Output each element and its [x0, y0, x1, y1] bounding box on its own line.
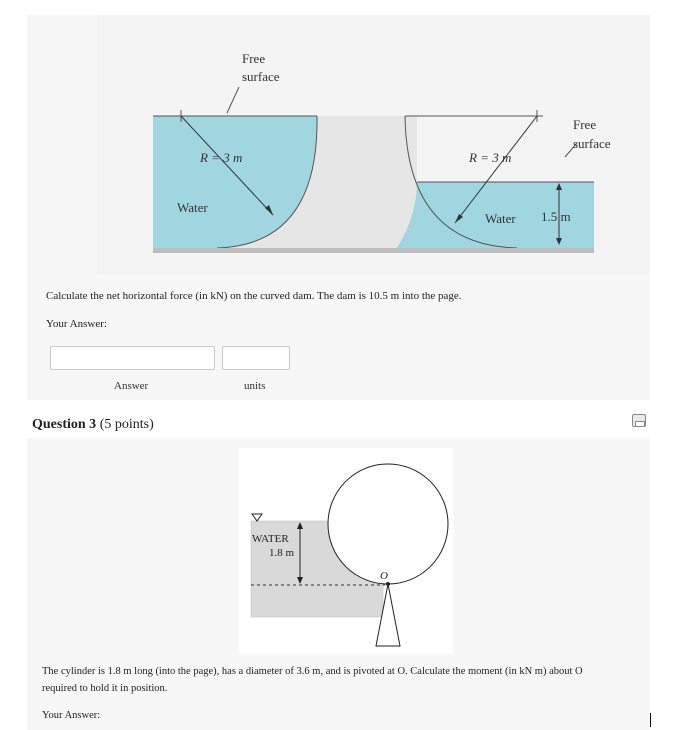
- water-left-label: Water: [177, 200, 208, 215]
- free-surface-right-line2: surface: [573, 136, 611, 151]
- free-surface-left-line1: Free: [242, 51, 266, 66]
- radius-right-label: R = 3 m: [469, 150, 512, 165]
- water-right-label: Water: [485, 211, 516, 226]
- save-icon[interactable]: [632, 414, 646, 427]
- free-surface-left-line2: surface: [242, 69, 280, 84]
- free-surface-right-line1: Free: [573, 117, 597, 132]
- question-3-number: Question 3: [32, 417, 97, 432]
- depth-label: 1.8 m: [269, 547, 295, 559]
- q3-prompt-line1: The cylinder is 1.8 m long (into the page), has a diameter of 3.6 m, and is pivoted at O. Calculate the moment (in kN m) about O: [42, 666, 583, 677]
- pivoted-cylinder-figure: [239, 448, 453, 654]
- pivot-label: O: [380, 570, 388, 582]
- answer-input[interactable]: [50, 346, 215, 370]
- q3-prompt-line2: required to hold it in position.: [42, 683, 168, 694]
- q3-your-answer-label: Your Answer:: [42, 710, 101, 721]
- q2-prompt: Calculate the net horizontal force (in kN) on the curved dam. The dam is 10.5 m into the page.: [46, 290, 462, 302]
- text-cursor: [650, 713, 651, 727]
- curved-dam-figure: [97, 15, 650, 275]
- radius-left-label: R = 3 m: [200, 150, 243, 165]
- depth-right-label: 1.5 m: [541, 209, 571, 224]
- units-input[interactable]: [222, 346, 290, 370]
- q2-your-answer-label: Your Answer:: [46, 318, 107, 330]
- answer-input-caption: Answer: [114, 380, 149, 392]
- question-3-title: [32, 417, 154, 433]
- units-input-caption: units: [244, 380, 266, 392]
- water-label: WATER: [252, 533, 289, 545]
- question-3-points: (5 points): [99, 417, 154, 432]
